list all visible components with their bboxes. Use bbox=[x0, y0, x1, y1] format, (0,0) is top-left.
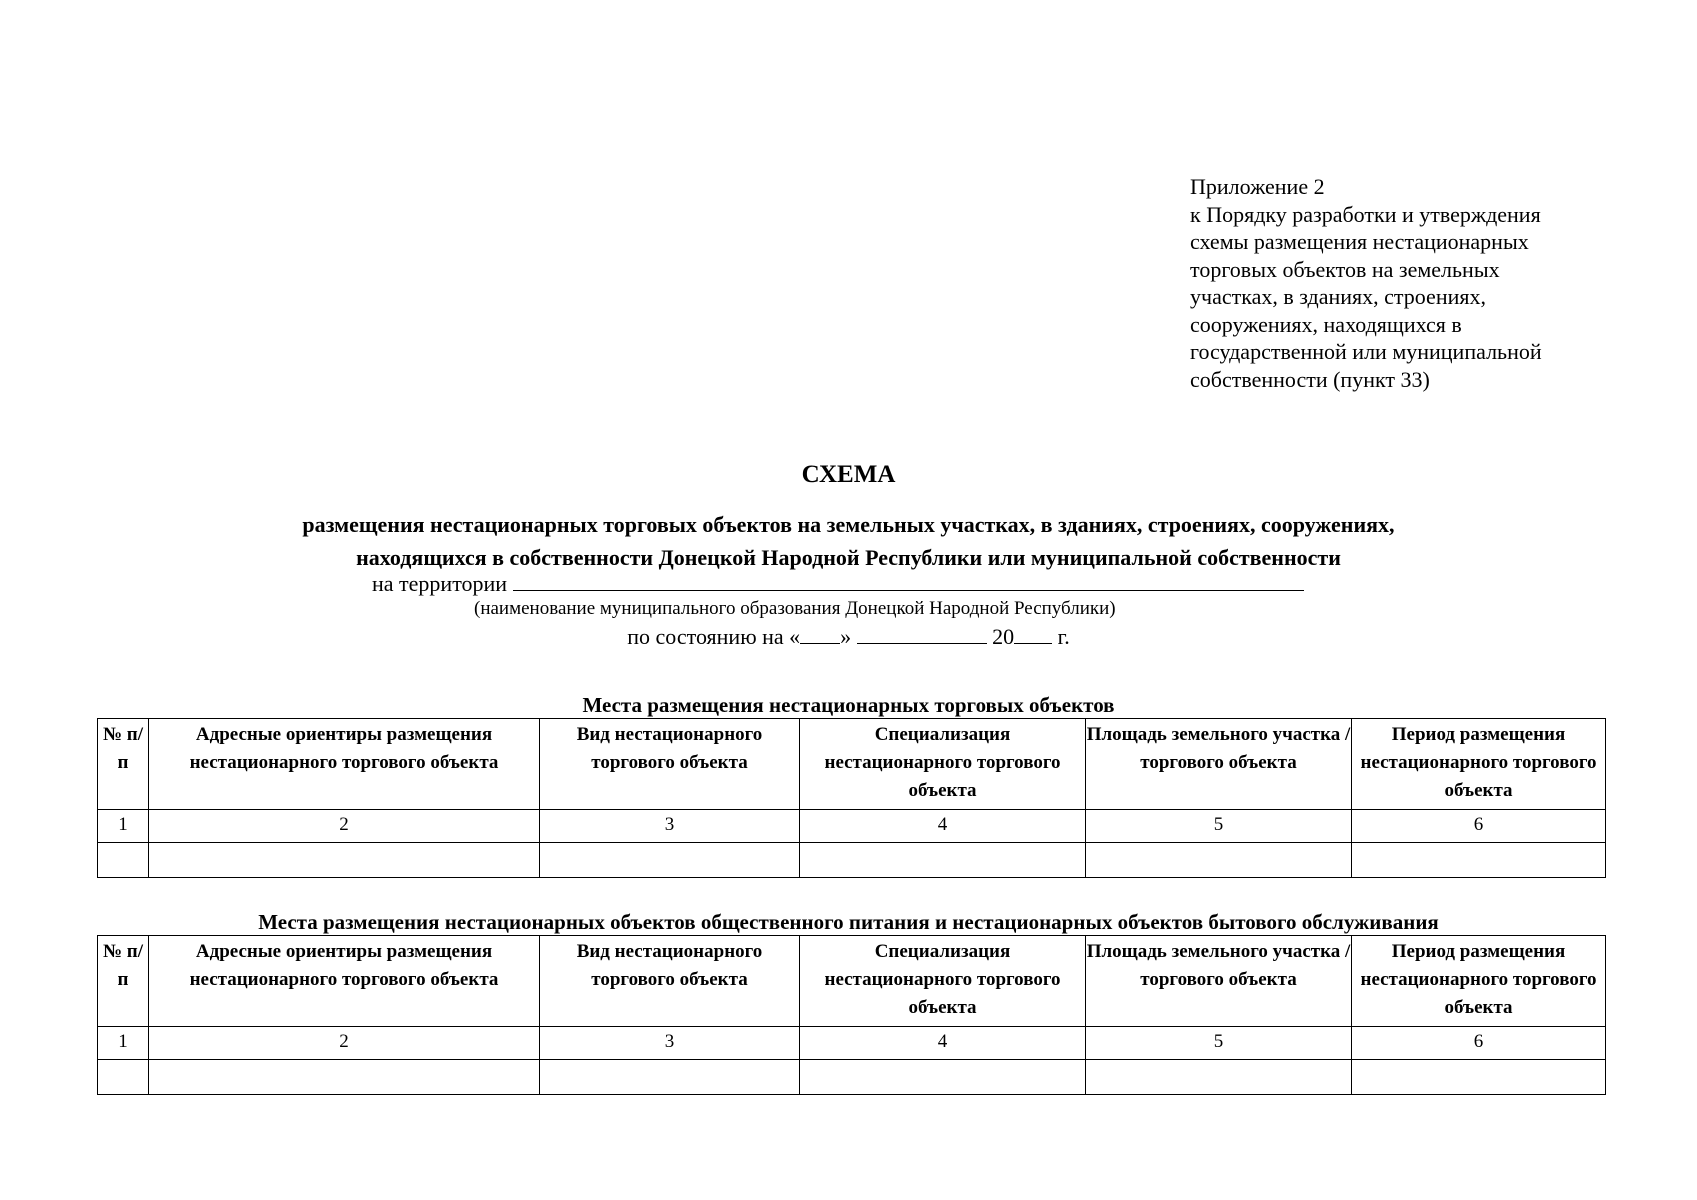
table-1-title: Места размещения нестационарных торговых объектов bbox=[582, 693, 1115, 717]
year-suffix: г. bbox=[1057, 624, 1070, 649]
empty-cell bbox=[98, 843, 149, 878]
number-cell: 5 bbox=[1086, 810, 1352, 843]
table-row bbox=[98, 843, 1606, 878]
appendix-line: собственности (пункт 33) bbox=[1190, 366, 1430, 392]
empty-cell bbox=[800, 843, 1086, 878]
document-title: СХЕМА bbox=[801, 461, 896, 488]
header-cell: № п/п bbox=[98, 936, 149, 1027]
number-cell: 6 bbox=[1352, 1027, 1606, 1060]
appendix-line: торговых объектов на земельных bbox=[1190, 256, 1500, 282]
empty-cell bbox=[800, 1060, 1086, 1095]
header-cell: Адресные ориентиры размещения нестационарного торгового объекта bbox=[149, 936, 540, 1027]
catering-services-table bbox=[97, 935, 1606, 1095]
number-cell: 3 bbox=[540, 1027, 800, 1060]
header-cell: Вид нестационарного торгового объекта bbox=[540, 936, 800, 1027]
trade-objects-table bbox=[97, 718, 1606, 878]
header-cell: Вид нестационарного торгового объекта bbox=[540, 719, 800, 810]
empty-cell bbox=[1352, 843, 1606, 878]
document-subtitle bbox=[0, 508, 1697, 574]
table-row bbox=[98, 1060, 1606, 1095]
territory-label: на территории bbox=[372, 571, 508, 596]
table-2-title: Места размещения нестационарных объектов общественного питания и нестационарных объектов бытового обслуживания bbox=[258, 910, 1439, 934]
number-cell: 2 bbox=[149, 1027, 540, 1060]
header-cell: Период размещения нестационарного торгового объекта bbox=[1352, 719, 1606, 810]
empty-cell bbox=[149, 1060, 540, 1095]
number-cell: 4 bbox=[800, 1027, 1086, 1060]
empty-cell bbox=[98, 1060, 149, 1095]
appendix-line: схемы размещения нестационарных bbox=[1190, 229, 1529, 254]
number-cell: 4 bbox=[800, 810, 1086, 843]
number-cell: 5 bbox=[1086, 1027, 1352, 1060]
subtitle-line: находящихся в собственности Донецкой Народной Республики или муниципальной собственности bbox=[356, 545, 1341, 570]
appendix-line: Приложение 2 bbox=[1190, 174, 1325, 199]
empty-cell bbox=[1086, 1060, 1352, 1095]
header-cell: Площадь земельного участка / торгового объекта bbox=[1086, 719, 1352, 810]
as-of-date bbox=[0, 623, 1697, 650]
subtitle-line: размещения нестационарных торговых объектов на земельных участках, в зданиях, строениях, сооружениях, bbox=[302, 512, 1395, 537]
header-cell: Период размещения нестационарного торгового объекта bbox=[1352, 936, 1606, 1027]
appendix-note bbox=[1190, 173, 1630, 393]
as-of-prefix: по состоянию на « bbox=[627, 624, 801, 649]
year-blank bbox=[1014, 623, 1052, 644]
header-cell: Специализация нестационарного торгового объекта bbox=[800, 936, 1086, 1027]
empty-cell bbox=[1352, 1060, 1606, 1095]
empty-cell bbox=[1086, 843, 1352, 878]
territory-blank bbox=[513, 568, 1304, 591]
appendix-line: участках, в зданиях, строениях, bbox=[1190, 284, 1486, 309]
empty-cell bbox=[540, 843, 800, 878]
number-cell: 2 bbox=[149, 810, 540, 843]
quote-close: » bbox=[840, 624, 852, 649]
empty-cell bbox=[540, 1060, 800, 1095]
column-number-row bbox=[98, 810, 1606, 843]
header-cell: Специализация нестационарного торгового объекта bbox=[800, 719, 1086, 810]
month-blank bbox=[857, 623, 987, 644]
day-blank bbox=[800, 623, 840, 644]
appendix-line: государственной или муниципальной bbox=[1190, 339, 1542, 364]
appendix-line: сооружениях, находящихся в bbox=[1190, 311, 1462, 337]
number-cell: 1 bbox=[98, 1027, 149, 1060]
table-header-row bbox=[98, 936, 1606, 1027]
year-prefix: 20 bbox=[992, 624, 1015, 649]
header-cell: Площадь земельного участка / торгового объекта bbox=[1086, 936, 1352, 1027]
empty-cell bbox=[149, 843, 540, 878]
column-number-row bbox=[98, 1027, 1606, 1060]
number-cell: 3 bbox=[540, 810, 800, 843]
territory-note: (наименование муниципального образования Донецкой Народной Республики) bbox=[474, 598, 1116, 619]
header-cell: Адресные ориентиры размещения нестационарного торгового объекта bbox=[149, 719, 540, 810]
appendix-line: к Порядку разработки и утверждения bbox=[1190, 201, 1541, 227]
table-header-row bbox=[98, 719, 1606, 810]
header-cell: № п/п bbox=[98, 719, 149, 810]
number-cell: 1 bbox=[98, 810, 149, 843]
number-cell: 6 bbox=[1352, 810, 1606, 843]
territory-line bbox=[372, 568, 1304, 597]
